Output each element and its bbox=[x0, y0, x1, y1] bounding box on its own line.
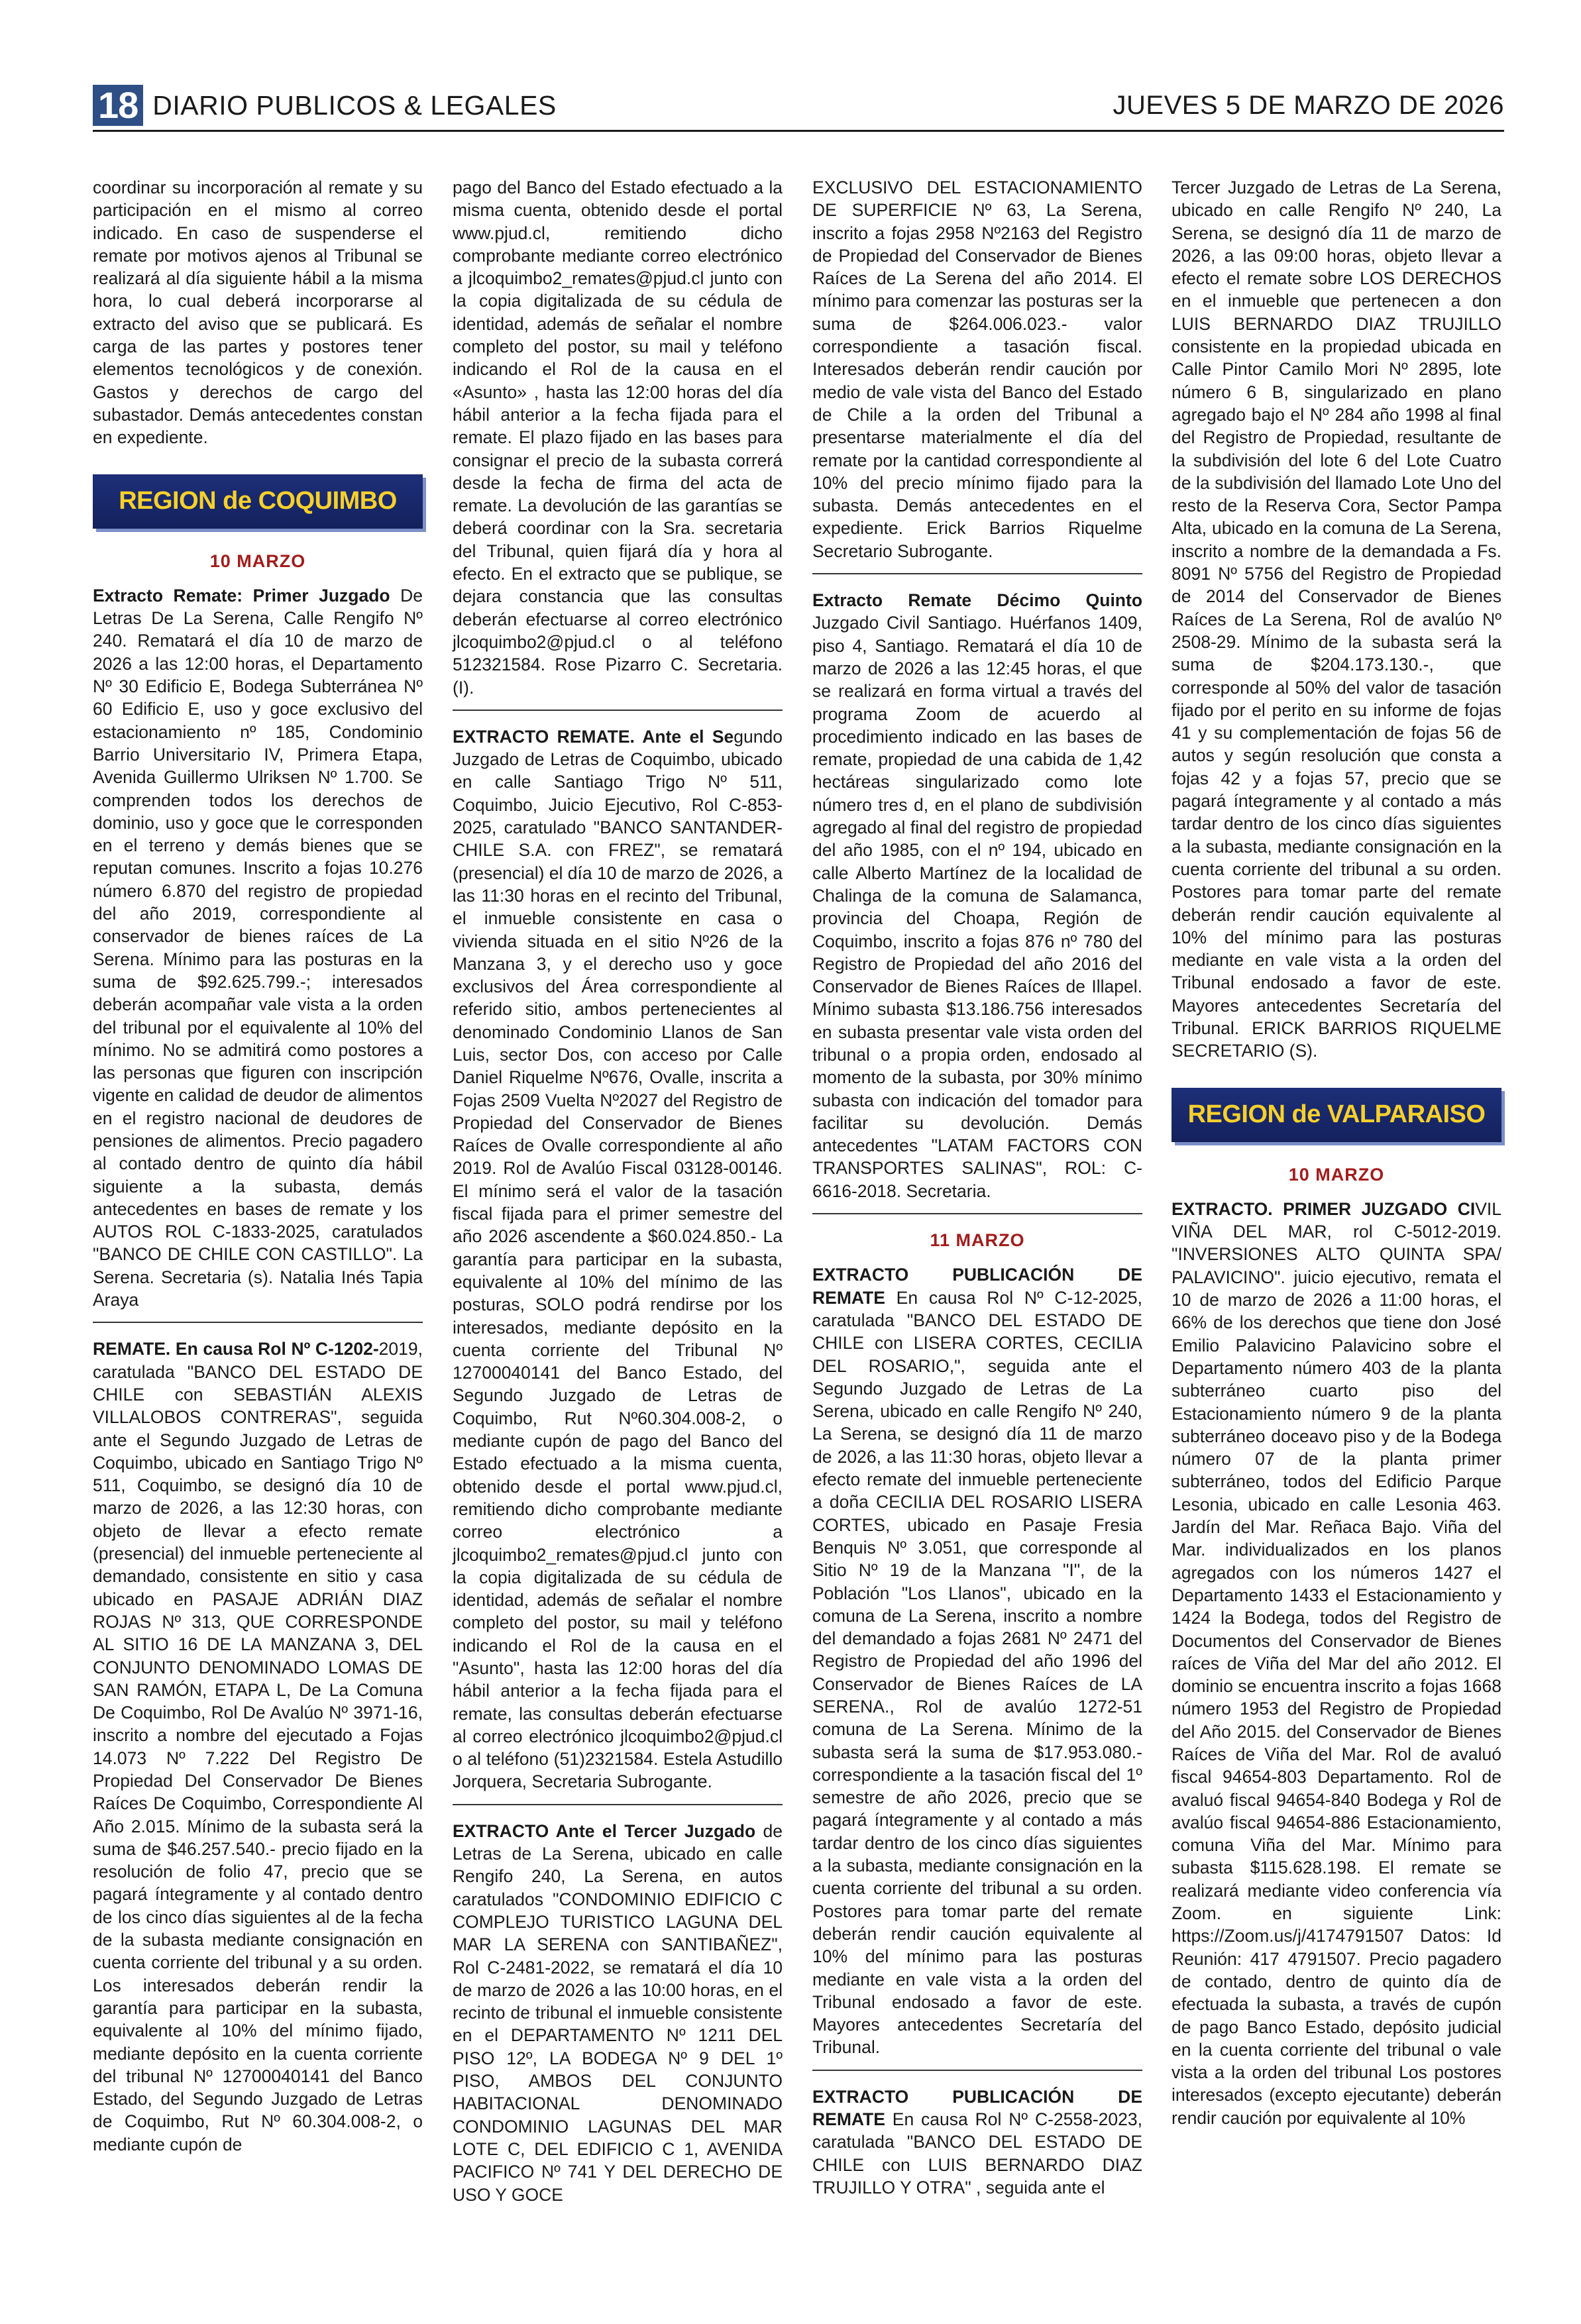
notice-heading: EXTRACTO PUBLICACIÓN DE REMATE bbox=[812, 2086, 1142, 2130]
notice-separator bbox=[812, 573, 1142, 574]
notice-body: gundo Juzgado de Letras de Coquimbo, ubicado en calle Santiago Trigo Nº 511, Coquimbo, Juicio Ejecutivo, Rol C-853-2025, caratulado "BANCO SANTANDER-CHILE S.A. con FREZ", se rematará (presencial) el día 10 de marzo de 2026, a las 11:30 horas en el recinto del Tribunal, el inmueble consistente en casa o vivienda situada en el sitio Nº26 de la Manzana 3, y el derecho uso y goce exclusivos del Área correspondiente al referido sitio, ambos pertenecientes al denominado Condominio Llanos de San Luis, sector Dos, con acceso por Calle Daniel Riquelme Nº676, Ovalle, inscrita a Fojas 2509 Vuelta Nº2027 del Registro de Propiedad del Conservador de Bienes Raíces de Ovalle correspondiente al año 2019. Rol de Avalúo Fiscal 03128-00146. El mínimo será el valor de la tasación fiscal fijada para el primer semestre del año 2026 ascendente a $60.024.850.- La garantía para participar en la subasta, equivalente al 10% del mínimo de las posturas, SOLO podrá rendirse por los interesados, mediante depósito en la cuenta corriente del Tribunal Nº 12700040141 del Banco Estado, del Segundo Juzgado de Letras de Coquimbo, Rut Nº60.304.008-2, o mediante cupón de pago del Banco del Estado efectuado a la misma cuenta, obtenido desde el portal www.pjud.cl, remitiendo dicho comprobante mediante correo electrónico a jlcoquimbo2_remates@pjud.cl junto con la copia digitalizada de su cédula de identidad, además de señalar el nombre completo del postor, su mail y teléfono indicando el Rol de la causa en el "Asunto", hasta las 12:00 horas del día hábil anterior a la fecha fijada para el remate, las consultas deberán efectuarse al correo electrónico jlcoquimbo2@pjud.cl o al teléfono (51)2321584. Estela Astudillo Jorquera, Secretaria Subrogante. bbox=[453, 726, 783, 1792]
notice-heading: EXTRACTO REMATE. Ante el Se bbox=[453, 726, 734, 747]
notice-heading: REMATE. En causa Rol Nº C-1202- bbox=[93, 1339, 379, 1359]
page-number: 18 bbox=[93, 85, 143, 126]
date-heading: 10 MARZO bbox=[1288, 1164, 1385, 1185]
notice-separator bbox=[453, 710, 783, 711]
notice-continuation: EXCLUSIVO DEL ESTACIONAMIENTO DE SUPERFICIE Nº 63, La Serena, inscrito a fojas 2958 Nº2163 del Registro de Propiedad del Conservador de Bienes Raíces de La Serena del año 2014. El mínimo para comenzar las posturas ser la suma de $264.006.023.- valor correspondiente a tasación fiscal. Interesados deberán rendir caución por medio de vale vista del Banco del Estado de Chile a la orden del Tribunal a presentarse materialmente el día del remate por la cantidad correspondiente al 10% del precio mínimo fijado para la subasta. Demás antecedentes en el expediente. Erick Barrios Riquelme Secretario Subrogante. bbox=[812, 178, 1142, 561]
column-1 bbox=[93, 176, 423, 2166]
region-banner-valparaiso: REGION de VALPARAISO bbox=[1172, 1088, 1501, 1142]
notice-heading: Extracto Remate Décimo Quinto bbox=[812, 590, 1142, 611]
notice-continuation: pago del Banco del Estado efectuado a la misma cuenta, obtenido desde el portal www.pjud.cl, remitiendo dicho comprobante mediante correo electrónico a jlcoquimbo2_remates@pjud.cl junto con la copia digitalizada de su cédula de identidad, además de señalar el nombre completo del postor, su mail y teléfono indicando el Rol de la causa en el «Asunto» , hasta las 12:00 horas del día hábil anterior a la fecha fijada para el remate. El plazo fijado en las bases para consignar el precio de la subasta correrá desde la fecha de firma del acta de remate. La devolución de las garantías se deberá coordinar con la Sra. secretaria del Tribunal, quien fijará día y hora al efecto. En el extracto que se publique, se dejara constancia que las consultas deberán efectuarse al correo electrónico jlcoquimbo2@pjud.cl o al teléfono 512321584. Rose Pizarro C. Secretaria. (I). bbox=[453, 178, 783, 698]
notice-body: En causa Rol Nº C-2558-2023, caratulada "BANCO DEL ESTADO DE CHILE con LUIS BERNARDO DIAZ TRUJILLO Y OTRA" , seguida ante el bbox=[812, 2109, 1142, 2197]
legal-notice bbox=[1172, 1198, 1501, 2129]
notice-heading: EXTRACTO Ante el Tercer Juzgado bbox=[453, 1821, 756, 1841]
notice-body: En causa Rol Nº C-12-2025, caratulada "BANCO DEL ESTADO DE CHILE con LISERA CORTES, CECILIA DEL ROSARIO,", seguida ante el Segundo Juzgado de Letras de La Serena, ubicado en calle Rengifo Nº 240, La Serena, se designó día 11 de marzo de 2026, a las 11:30 horas, objeto llevar a efecto remate del inmueble perteneciente a doña CECILIA DEL ROSARIO LISERA CORTES, ubicado en Pasaje Fresia Benquis Nº 3.051, que corresponde al Sitio Nº 19 de la Manzana "I", de la Población "Los Llanos", ubicado en la comuna de La Serena, inscrito a nombre del demandado a fojas 2681 Nº 2471 del Registro de Propiedad del año 1996 del Conservador de Bienes Raíces de LA SERENA., Rol de avalúo 1272-51 comuna de La Serena. Mínimo de la subasta será la suma de $17.953.080.- correspondiente a la tasación fiscal del 1º semestre de año 2026, precio que se pagará íntegramente y al contado a más tardar dentro de los cinco días siguientes a la subasta, mediante consignación en la cuenta corriente del tribunal a su orden. Postores para tomar parte del remate deberán rendir caución equivalente al 10% del mínimo para las posturas mediante en vale vista a la orden del Tribunal endosado a favor de este. Mayores antecedentes Secretaría del Tribunal. bbox=[812, 1287, 1142, 2058]
notice-body: Juzgado Civil Santiago. Huérfanos 1409, piso 4, Santiago. Rematará el día 10 de marzo de 2026 a las 12:45 horas, el que se realizará en forma virtual a través del programa Zoom de acuerdo al procedimiento indicado en las bases de remate, propiedad de una cabida de 1,42 hectáreas singularizado como lote número tres d, en el plano de subdivisión agregado al final del registro de propiedad del año 1985, con el nº 194, ubicado en calle Alberto Martínez de la localidad de Chalinga de la comuna de Salamanca, provincia del Choapa, Región de Coquimbo, inscrito a fojas 876 nº 780 del Registro de Propiedad del año 2016 del Conservador de Bienes Raíces de Illapel. Mínimo subasta $13.186.756 interesados en subasta presentar vale vista orden del tribunal o a propia orden, endosado al momento de la subasta, por 30% mínimo subasta con indicación del tomador para facilitar su devolución. Demás antecedentes "LATAM FACTORS CON TRANSPORTES SALINAS", ROL: C-6616-2018. Secretaria. bbox=[812, 613, 1142, 1201]
legal-notice bbox=[812, 1263, 1142, 2058]
notice-continuation: Tercer Juzgado de Letras de La Serena, ubicado en calle Rengifo Nº 240, La Serena, se designó día 11 de marzo de 2026, a las 09:00 horas, objeto llevar a efecto el remate sobre LOS DERECHOS en el inmueble que pertenecen a don LUIS BERNARDO DIAZ TRUJILLO consistente en la propiedad ubicada en Calle Pintor Camilo Mori Nº 2895, lote número 6 B, singularizado en plano agregado bajo el Nº 284 año 1998 al final del Registro de Propiedad, resultante de la subdivisión del lote 6 del Lote Cuatro de la subdivisión del llamado Lote Uno del resto de la Reserva Cora, Sector Pampa Alta, ubicado en la comuna de La Serena, inscrito a nombre de la demandada a Fs. 8091 Nº 5756 del Registro de Propiedad de 2014 del Conservador de Bienes Raíces de La Serena, Rol de avalúo Nº 2508-29. Mínimo de la subasta será la suma de $204.173.130.-, que corresponde al 50% del valor de tasación fijado por el perito en su informe de fojas 41 y su complementación de fojas 56 de autos y según resolución que consta a fojas 42 y a fojas 57, precio que se pagará íntegramente y al contado a más tardar dentro de los cinco días siguientes a la subasta, mediante consignación en la cuenta corriente del tribunal a su orden. Postores para tomar parte del remate deberán rendir caución equivalente al 10% del mínimo para las posturas mediante en vale vista a la orden del Tribunal endosado a favor de este. Mayores antecedentes Secretaría del Tribunal. ERICK BARRIOS RIQUELME SECRETARIO (S). bbox=[1172, 178, 1501, 1061]
notice-continuation: coordinar su incorporación al remate y su participación en el mismo al correo indicado. En caso de suspenderse el remate por motivos ajenos al Tribunal se realizará al día siguiente hábil a la misma hora, lo cual deberá incorporarse al extracto del aviso que se publicará. Es carga de las partes y postores tener elementos tecnológicos y de conexión. Gastos y derechos de cargo del subastador. Demás antecedentes constan en expediente. bbox=[93, 178, 423, 448]
notice-body: De Letras De La Serena, Calle Rengifo Nº 240. Rematará el día 10 de marzo de 2026 a las 12:00 horas, el Departamento Nº 30 Edificio E, Bodega Subterránea Nº 60 Edificio E, uso y goce exclusivo del estacionamiento nº 185, Condominio Barrio Universitario IV, Primera Etapa, Avenida Guillermo Ulriksen Nº 1.700. Se comprenden todos los derechos de dominio, uso y goce que le corresponden en el terreno y demás bienes que se reputan comunes. Inscrito a fojas 10.276 número 6.870 del registro de propiedad del año 2019, correspondiente al conservador de bienes raíces de La Serena. Mínimo para las posturas en la suma de $92.625.799.-; interesados deberán acompañar vale vista a la orden del tribunal por el equivalente al 10% del mínimo. No se admitirá como postores a las personas que figuren con inscripción vigente en calidad de deudor de alimentos en el registro nacional de deudores de pensiones de alimentos. Precio pagadero al contado dentro de quinto día hábil siguiente a la subasta, demás antecedentes en bases de remate y los AUTOS ROL C-1833-2025, caratulados "BANCO DE CHILE CON CASTILLO". La Serena. Secretaria (s). Natalia Inés Tapia Araya bbox=[93, 585, 423, 1310]
notice-heading: Extracto Remate: Primer Juzgado bbox=[93, 585, 390, 606]
notice-heading: EXTRACTO. PRIMER JUZGADO CI bbox=[1172, 1198, 1476, 1219]
notice-body: de Letras de La Serena, ubicado en calle Rengifo 240, La Serena, en autos caratulados "CONDOMINIO EDIFICIO C COMPLEJO TURISTICO LAGUNA DEL MAR LA SERENA con SANTIBAÑEZ", Rol C-2481-2022, se rematará el día 10 de marzo de 2026 a las 10:00 horas, en el recinto de tribunal el inmueble consistente en el DEPARTAMENTO Nº 1211 DEL PISO 12º, LA BODEGA Nº 9 DEL 1º PISO, AMBOS DEL CONJUNTO HABITACIONAL DENOMINADO CONDOMINIO LAGUNAS DEL MAR LOTE C, DEL EDIFICIO C 1, AVENIDA PACIFICO Nº 741 Y DEL DERECHO DE USO Y GOCE bbox=[453, 1821, 783, 2205]
notice-separator bbox=[812, 2070, 1142, 2071]
legal-notice bbox=[812, 2086, 1142, 2199]
notice-body: VIL VIÑA DEL MAR, rol C-5012-2019. "INVERSIONES ALTO QUINTA SPA/ PALAVICINO". juicio ejecutivo, remata el 10 de marzo de 2026 a 11:00 horas, el 66% de los derechos que tiene don José Emilio Palavicino Palavicino sobre el Departamento número 403 de la planta subterráneo cuarto piso del Estacionamiento número 9 de la planta subterráneo doceavo piso y de la Bodega número 07 de la planta primer subterráneo, todos del Edificio Parque Lesonia, ubicado en calle Lesonia 463. Jardín del Mar. Reñaca Bajo. Viña del Mar. individualizados en los planos agregados con los números 1427 el Departamento 1433 el Estacionamiento y 1424 la Bodega, todos del Registro de Documentos del Conservador de Bienes raíces de Viña del Mar del año 2012. El dominio se encuentra inscrito a fojas 1668 número 1953 del Registro de Propiedad del Año 2015. del Conservador de Bienes Raíces de Viña del Mar. Rol de avaluó fiscal 94654-803 Departamento. Rol de avaluó fiscal 94654-840 Bodega y Rol de avalúo fiscal 94654-886 Estacionamiento, comuna Viña del Mar. Mínimo para subasta $115.628.198. El remate se realizará mediante video conferencia vía Zoom. en siguiente Link: https://Zoom.us/j/4174791507 Datos: Id Reunión: 417 4791507. Precio pagadero de contado, dentro de quinto día de efectuada la subasta, a través de cupón de pago Banco Estado, depósito judicial en la cuenta corriente del tribunal o vale vista a la orden del tribunal Los postores interesados (excepto ejecutante) deberán rendir caución por equivalente al 10% bbox=[1172, 1198, 1501, 2128]
notice-separator bbox=[812, 1213, 1142, 1214]
legal-notice bbox=[812, 589, 1142, 1202]
legal-notice bbox=[93, 584, 423, 1312]
legal-notice bbox=[453, 725, 783, 1793]
header-rule bbox=[93, 130, 1504, 132]
newspaper-name: DIARIO PUBLICOS & LEGALES bbox=[152, 89, 557, 121]
legal-notice bbox=[93, 1338, 423, 2156]
notice-heading: EXTRACTO PUBLICACIÓN DE REMATE bbox=[812, 1265, 1142, 1308]
date-heading: 11 MARZO bbox=[930, 1230, 1025, 1251]
column-3 bbox=[812, 176, 1142, 2209]
date-heading: 10 MARZO bbox=[209, 551, 306, 571]
notice-separator bbox=[93, 1322, 423, 1323]
region-banner-coquimbo: REGION de COQUIMBO bbox=[93, 474, 423, 529]
column-4 bbox=[1172, 176, 1501, 2140]
notice-body: 2019, caratulada "BANCO DEL ESTADO DE CHILE con SEBASTIÁN ALEXIS VILLALOBOS CONTRERAS", seguida ante el Segundo Juzgado de Letras de Coquimbo, ubicado en Santiago Trigo Nº 511, Coquimbo, se designó día 10 de marzo de 2026, a las 12:30 horas, con objeto de llevar a efecto remate (presencial) del inmueble perteneciente al demandado, consistente en sitio y casa ubicado en PASAJE ADRIÁN DIAZ ROJAS Nº 313, QUE CORRESPONDE AL SITIO 16 DE LA MANZANA 3, DEL CONJUNTO DENOMINADO LOMAS DE SAN RAMÓN, ETAPA L, De La Comuna De Coquimbo, Rol De Avalúo Nº 3971-16, inscrito a nombre del ejecutado a Fojas 14.073 Nº 7.222 Del Registro De Propiedad Del Conservador De Bienes Raíces De Coquimbo, Correspondiente Al Año 2.015. Mínimo de la subasta será la suma de $46.257.540.- precio fijado en la resolución de folio 47, precio que se pagará íntegramente y al contado dentro de los cinco días siguientes al de la fecha de la subasta mediante consignación en cuenta corriente del tribunal y a su orden. Los interesados deberán rendir la garantía para participar en la subasta, equivalente al 10% del mínimo fijado, mediante depósito en la cuenta corriente del tribunal Nº 12700040141 del Banco Estado, del Segundo Juzgado de Letras de Coquimbo, Rut Nº 60.304.008-2, o mediante cupón de bbox=[93, 1339, 423, 2154]
issue-date: JUEVES 5 DE MARZO DE 2026 bbox=[1113, 90, 1504, 120]
notice-separator bbox=[453, 1804, 783, 1805]
page-header bbox=[93, 85, 1504, 126]
column-2 bbox=[453, 176, 783, 2217]
legal-notice bbox=[453, 1820, 783, 2206]
